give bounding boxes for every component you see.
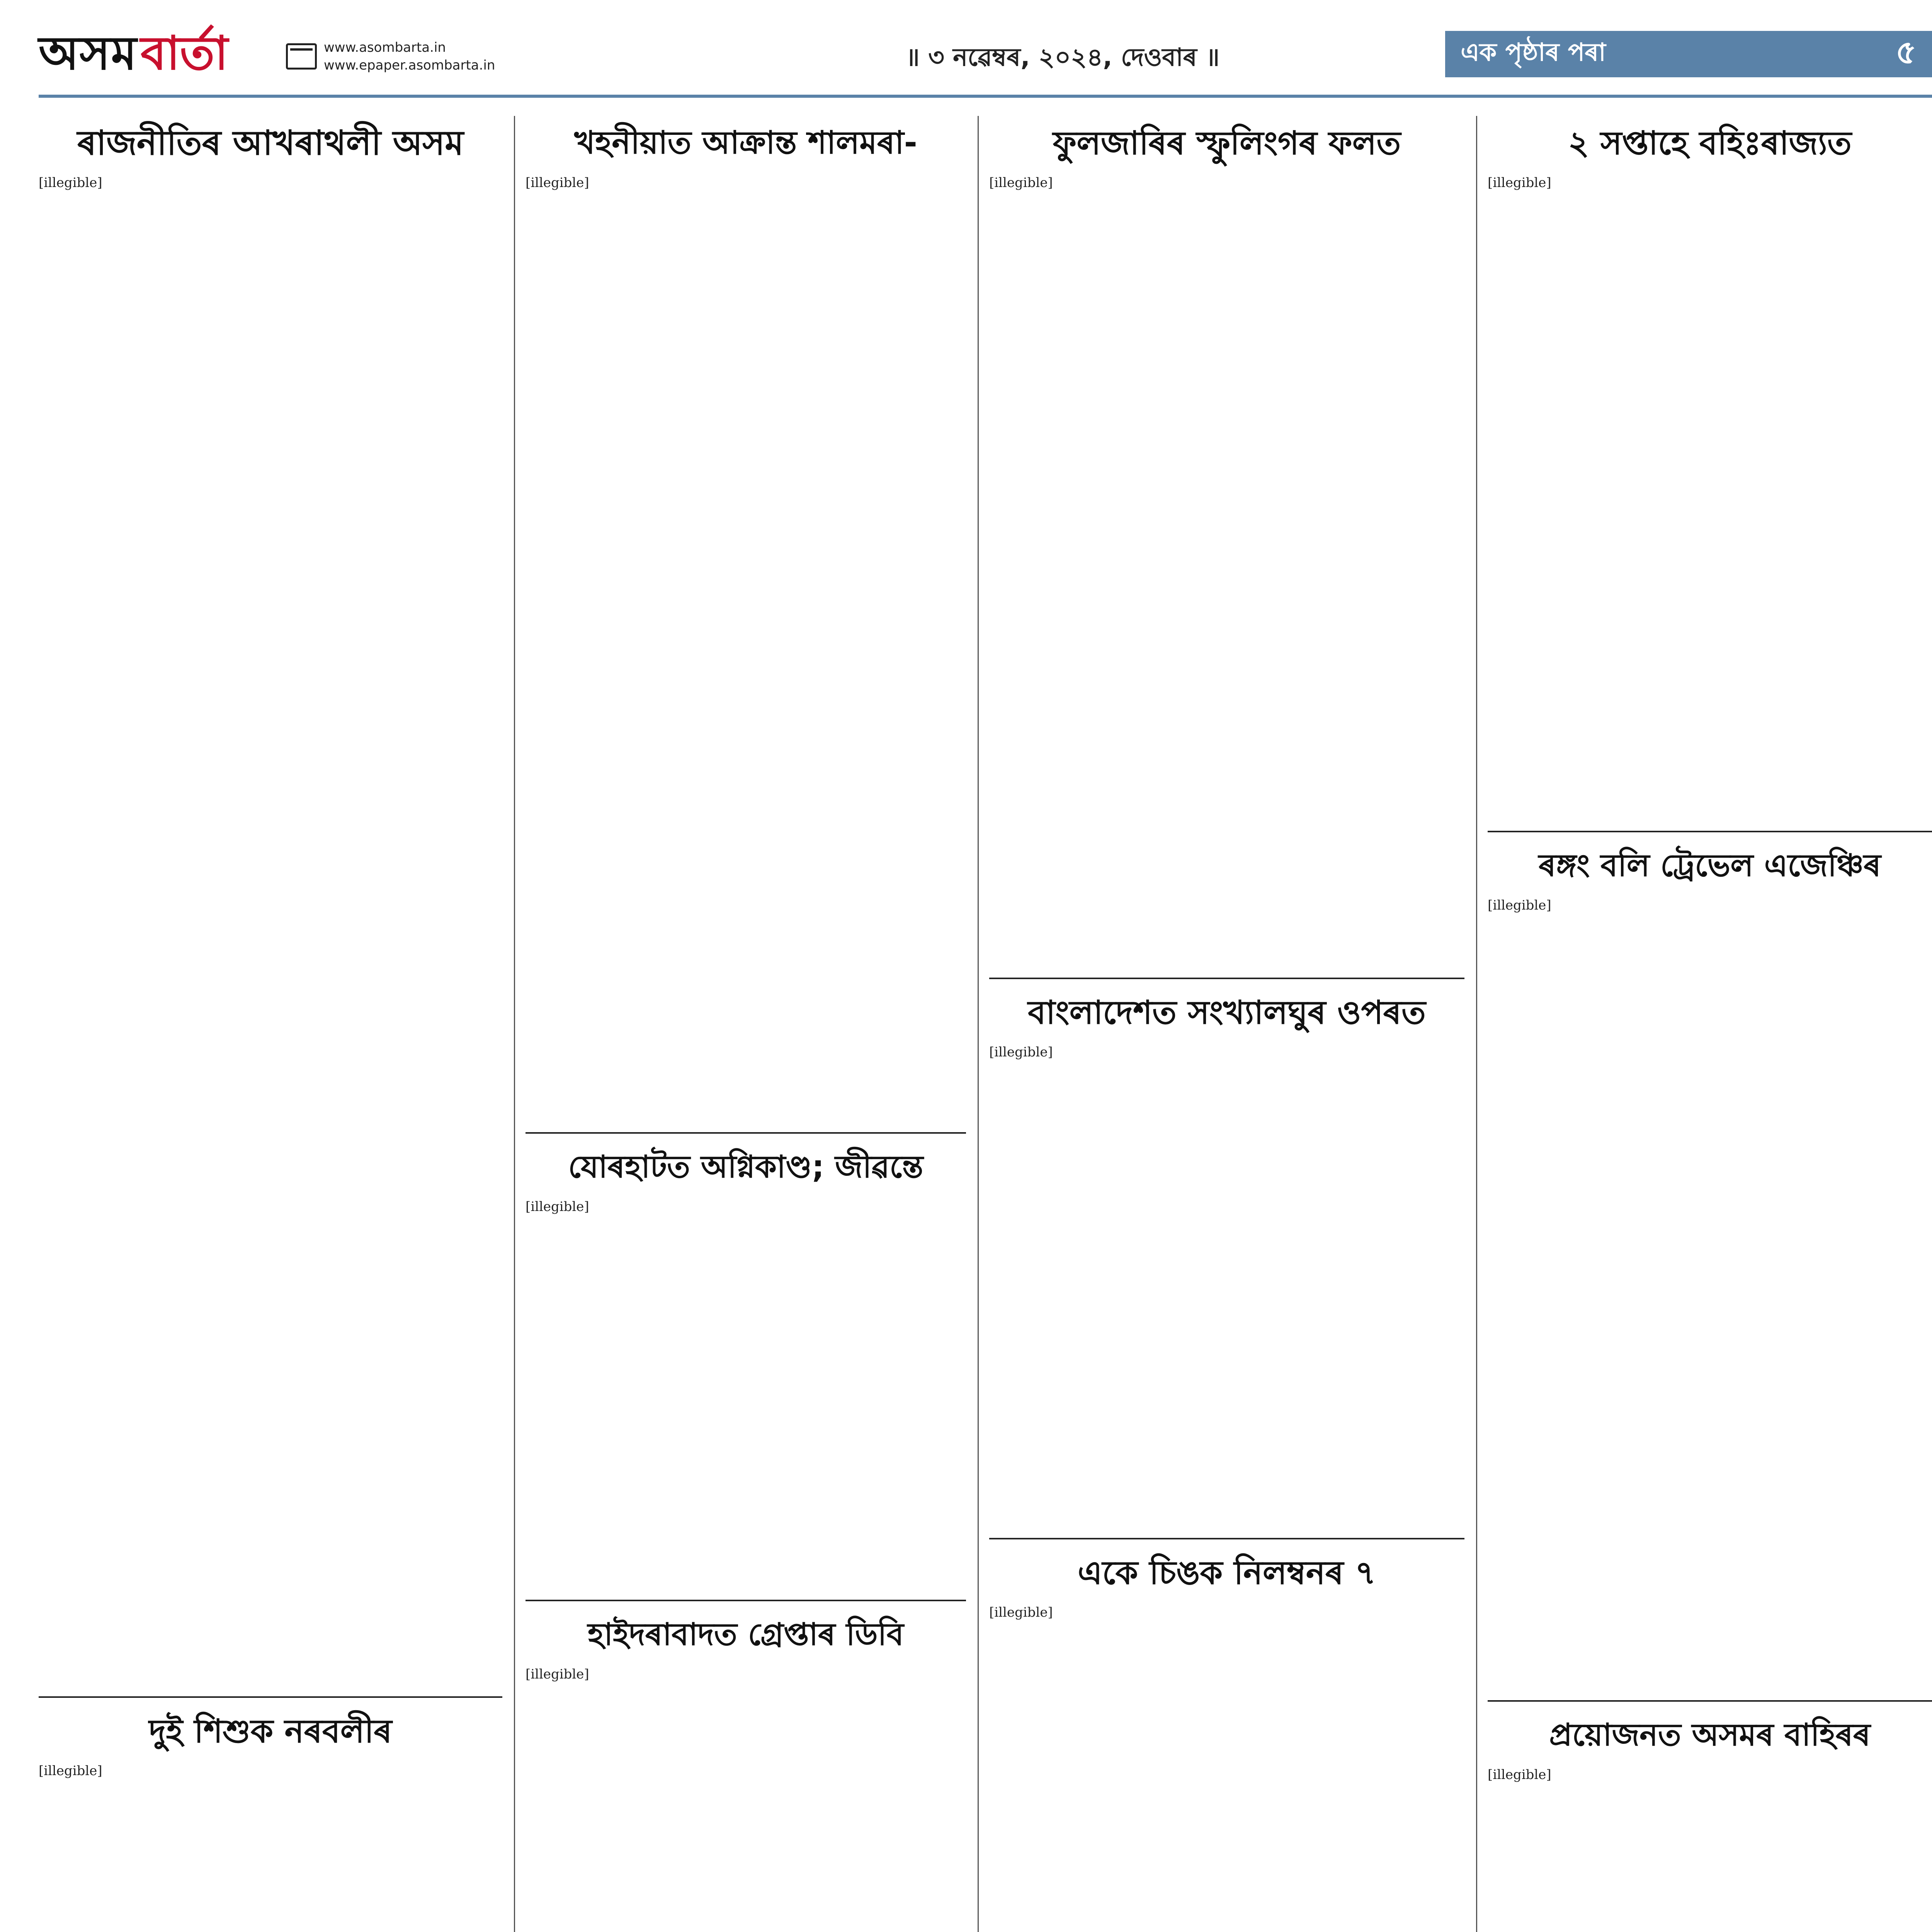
article-body: [illegible] — [989, 1605, 1053, 1620]
article-body: [illegible] — [39, 175, 102, 190]
article-phuljari — [989, 120, 1464, 1086]
article-body: [illegible] — [39, 1763, 102, 1779]
website-urls — [286, 39, 495, 74]
article-body: [illegible] — [1488, 175, 1551, 190]
article-bangladesh — [989, 989, 1464, 1546]
article-body: [illegible] — [1488, 898, 1551, 913]
article-hyderabad — [526, 1611, 966, 1932]
section-rule — [1488, 1700, 1932, 1702]
website-url: www.asombarta.in — [324, 40, 446, 55]
headline: প্ৰয়োজনত অসমৰ বাহিৰৰ — [1549, 1717, 1871, 1753]
newspaper-logo — [39, 27, 228, 85]
article-body: [illegible] — [526, 1667, 589, 1682]
article-sing — [989, 1549, 1464, 1932]
article-khohonia — [526, 120, 966, 1202]
masthead — [39, 23, 1932, 104]
section-rule — [1488, 831, 1932, 832]
column-divider — [978, 116, 979, 1932]
epaper-url: www.epaper.asombarta.in — [324, 58, 495, 73]
column-divider — [514, 116, 515, 1932]
section-rule — [526, 1600, 966, 1601]
headline: হাইদৰাবাদত গ্ৰেপ্তাৰ ডিবি — [587, 1616, 904, 1652]
article-body: [illegible] — [526, 175, 589, 190]
headline: দুই শিশুক নৰবলীৰ — [149, 1712, 392, 1750]
continuation-label: এক পৃষ্ঠাৰ পৰা — [1461, 38, 1606, 67]
logo-part-2: বাৰ্তা — [140, 26, 228, 80]
column-divider — [1476, 116, 1477, 1932]
article-body: [illegible] — [989, 175, 1053, 190]
section-rule — [989, 978, 1464, 979]
section-rule — [989, 1538, 1464, 1539]
headline: ফুলজাৰিৰ স্ফুলিংগৰ ফলত — [1053, 124, 1401, 162]
article-rajniti — [39, 120, 502, 1627]
article-prayojan — [1488, 1712, 1932, 1932]
computer-icon — [286, 43, 317, 70]
issue-date: ॥ ৩ নৱেম্বৰ, ২০২৪, দেওবাৰ ॥ — [905, 43, 1220, 72]
article-jorhat — [526, 1144, 966, 1588]
masthead-rule — [39, 95, 1932, 98]
section-rule — [526, 1132, 966, 1134]
article-saptah — [1488, 120, 1932, 827]
continuation-tab — [1445, 31, 1932, 77]
headline: বাংলাদেশত সংখ্যালঘুৰ ওপৰত — [1028, 993, 1426, 1031]
article-body: [illegible] — [1488, 1767, 1551, 1782]
headline: যোৰহাটত অগ্নিকাণ্ড; জীৱন্তে — [568, 1149, 923, 1185]
headline: খহনীয়াত আক্ৰান্ত শালমৰা- — [574, 124, 917, 161]
article-body: [illegible] — [526, 1199, 589, 1214]
headline: একে চিঙক নিলম্বনৰ ৭ — [1077, 1554, 1376, 1592]
headline: ২ সপ্তাহে বহিঃৰাজ্যত — [1568, 124, 1852, 162]
headline: ৰাজনীতিৰ আখৰাথলী অসম — [77, 123, 464, 163]
article-dui-shishu — [39, 1708, 502, 1932]
article-travel — [1488, 842, 1932, 1708]
section-rule — [39, 1696, 502, 1698]
article-body: [illegible] — [989, 1044, 1053, 1060]
logo-part-1: অসম — [39, 26, 138, 80]
headline: ৰঙ্গং বলি ট্ৰেভেল এজেঞ্চিৰ — [1538, 847, 1881, 883]
page-number: ৫ — [1895, 33, 1917, 71]
